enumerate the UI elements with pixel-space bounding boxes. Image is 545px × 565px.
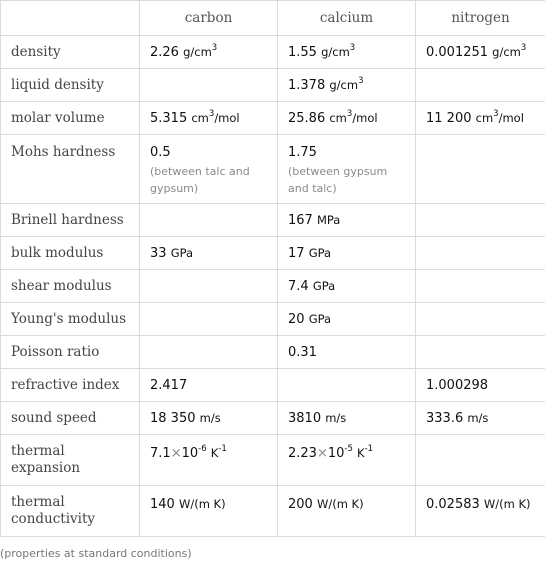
unit: W/(m K)	[483, 497, 531, 511]
unit-exponent: 3	[211, 42, 218, 53]
exponent: -5	[344, 444, 353, 454]
value: 1.000298	[426, 377, 489, 393]
row-label: molar volume	[1, 102, 140, 135]
value: 25.86	[288, 110, 326, 126]
unit: m/s	[325, 410, 347, 425]
value: 3810	[288, 410, 322, 426]
unit: cm	[475, 110, 494, 125]
unit: GPa	[170, 245, 194, 260]
unit: cm	[191, 110, 209, 125]
cell-calcium-sound-speed	[278, 402, 416, 435]
table-row-sound-speed	[1, 402, 545, 435]
column-header-carbon: carbon	[140, 1, 278, 36]
table-row-thermal-expansion	[1, 435, 545, 486]
cell-carbon-thermal-expansion	[140, 435, 278, 486]
cell-carbon-sound-speed	[140, 402, 278, 435]
exponent: -6	[198, 444, 207, 454]
unit-exponent: -1	[364, 444, 374, 454]
value: 333.6	[426, 410, 464, 426]
table-row-brinell-hardness	[1, 204, 545, 237]
unit: g/cm	[321, 44, 350, 59]
unit-suffix: /mol	[352, 110, 378, 125]
row-label: Poisson ratio	[1, 336, 140, 369]
value: 11 200	[426, 110, 472, 126]
row-label: bulk modulus	[1, 237, 140, 270]
cell-nitrogen-mohs-hardness	[416, 135, 545, 204]
value: 1.75	[288, 145, 317, 160]
base: 10	[327, 446, 345, 461]
cell-nitrogen-liquid-density	[416, 69, 545, 102]
cell-nitrogen-shear-modulus	[416, 270, 545, 303]
row-label: thermal conductivity	[1, 486, 140, 537]
row-label: density	[1, 36, 140, 69]
cell-calcium-liquid-density	[278, 69, 416, 102]
unit-exponent: -1	[218, 444, 227, 454]
cell-calcium-molar-volume	[278, 102, 416, 135]
cell-calcium-poisson-ratio	[278, 336, 416, 369]
cell-nitrogen-poisson-ratio	[416, 336, 545, 369]
value: 2.417	[150, 377, 188, 393]
unit: K	[210, 446, 219, 460]
header-row	[1, 1, 545, 36]
column-header-nitrogen: nitrogen	[416, 1, 545, 36]
times-sign: ×	[170, 446, 182, 461]
unit-suffix: /mol	[214, 110, 240, 125]
unit: W/(m K)	[178, 497, 226, 511]
value: 0.001251	[426, 44, 489, 60]
value: 20	[288, 311, 305, 327]
value: 7.4	[288, 278, 309, 294]
mantissa: 2.23	[288, 446, 317, 461]
cell-calcium-brinell-hardness	[278, 204, 416, 237]
row-label: Young's modulus	[1, 303, 140, 336]
unit: g/cm	[329, 77, 359, 92]
times-sign: ×	[316, 446, 328, 461]
unit: K	[357, 446, 365, 460]
footnote: (properties at standard conditions)	[0, 547, 192, 560]
cell-carbon-shear-modulus	[140, 270, 278, 303]
cell-calcium-shear-modulus	[278, 270, 416, 303]
value: 2.26	[150, 44, 179, 60]
cell-carbon-liquid-density	[140, 69, 278, 102]
unit-exponent: 3	[493, 108, 499, 119]
cell-calcium-thermal-conductivity	[278, 486, 416, 537]
value: 33	[150, 245, 167, 261]
value: 18 350	[150, 410, 196, 426]
cell-nitrogen-brinell-hardness	[416, 204, 545, 237]
cell-carbon-bulk-modulus	[140, 237, 278, 270]
value: 1.378	[288, 77, 326, 93]
row-label: shear modulus	[1, 270, 140, 303]
unit-exponent: 3	[346, 108, 353, 119]
cell-carbon-brinell-hardness	[140, 204, 278, 237]
table-row-refractive-index	[1, 369, 545, 402]
unit: g/cm	[183, 44, 212, 59]
header-empty-cell	[1, 1, 140, 36]
value: 5.315	[150, 110, 188, 126]
cell-nitrogen-sound-speed	[416, 402, 545, 435]
cell-nitrogen-thermal-conductivity	[416, 486, 545, 537]
value-note: (between talc and gypsum)	[150, 165, 250, 195]
cell-carbon-density	[140, 36, 278, 69]
cell-nitrogen-refractive-index	[416, 369, 545, 402]
cell-nitrogen-molar-volume	[416, 102, 545, 135]
cell-carbon-thermal-conductivity	[140, 486, 278, 537]
row-label: liquid density	[1, 69, 140, 102]
table-row-shear-modulus	[1, 270, 545, 303]
mantissa: 7.1	[150, 446, 171, 461]
table-row-liquid-density	[1, 69, 545, 102]
table-row-mohs-hardness	[1, 135, 545, 204]
unit: GPa	[308, 245, 332, 260]
value: 200	[288, 497, 313, 512]
unit-suffix: /mol	[498, 110, 524, 125]
table-row-molar-volume	[1, 102, 545, 135]
row-label: Brinell hardness	[1, 204, 140, 237]
unit: m/s	[467, 410, 489, 425]
value: 1.55	[288, 44, 317, 60]
value: 0.31	[288, 344, 317, 360]
unit-exponent: 3	[520, 42, 527, 53]
unit-exponent: 3	[349, 42, 356, 53]
table-row-density	[1, 36, 545, 69]
cell-calcium-refractive-index	[278, 369, 416, 402]
unit: g/cm	[492, 44, 521, 59]
unit-exponent: 3	[208, 108, 215, 119]
cell-carbon-poisson-ratio	[140, 336, 278, 369]
cell-calcium-density	[278, 36, 416, 69]
row-label: refractive index	[1, 369, 140, 402]
unit: W/(m K)	[316, 497, 364, 511]
value: 0.02583	[426, 497, 480, 512]
cell-calcium-bulk-modulus	[278, 237, 416, 270]
column-header-calcium: calcium	[278, 1, 416, 36]
cell-calcium-youngs-modulus	[278, 303, 416, 336]
cell-calcium-thermal-expansion	[278, 435, 416, 486]
unit-exponent: 3	[358, 75, 364, 86]
cell-nitrogen-bulk-modulus	[416, 237, 545, 270]
value: 167	[288, 212, 313, 228]
cell-carbon-mohs-hardness	[140, 135, 278, 204]
unit: MPa	[316, 212, 341, 227]
value: 0.5	[150, 145, 171, 160]
row-label: sound speed	[1, 402, 140, 435]
cell-carbon-youngs-modulus	[140, 303, 278, 336]
table-row-poisson-ratio	[1, 336, 545, 369]
cell-carbon-refractive-index	[140, 369, 278, 402]
value-note: (between gypsum and talc)	[288, 165, 388, 195]
unit: m/s	[199, 410, 221, 425]
table-row-youngs-modulus	[1, 303, 545, 336]
value: 140	[150, 497, 175, 512]
cell-nitrogen-density	[416, 36, 545, 69]
row-label: Mohs hardness	[1, 135, 140, 204]
unit: GPa	[308, 311, 332, 326]
cell-nitrogen-youngs-modulus	[416, 303, 545, 336]
base: 10	[181, 446, 199, 461]
unit: GPa	[312, 278, 336, 293]
cell-nitrogen-thermal-expansion	[416, 435, 545, 486]
row-label: thermal expansion	[1, 435, 140, 486]
unit: cm	[329, 110, 347, 125]
table-row-bulk-modulus	[1, 237, 545, 270]
value: 17	[288, 245, 305, 261]
cell-calcium-mohs-hardness	[278, 135, 416, 204]
cell-carbon-molar-volume	[140, 102, 278, 135]
table-row-thermal-conductivity	[1, 486, 545, 537]
